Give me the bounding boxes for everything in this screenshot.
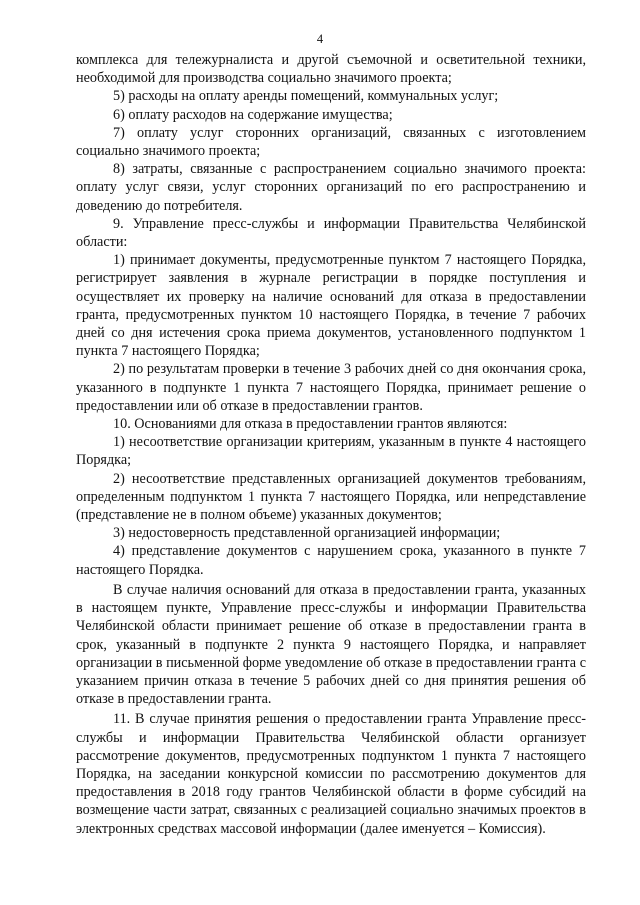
- paragraph-item-7-third-party: 7) оплату услуг сторонних организаций, связанных с изготовлением социально значимого проекта;: [76, 124, 586, 160]
- paragraph-clause-10: 10. Основаниями для отказа в предоставлении грантов являются:: [113, 416, 508, 433]
- document-body: [76, 51, 586, 838]
- paragraph-clause-10-item-1: 1) несоответствие организации критериям, указанным в пункте 4 настоящего Порядка;: [76, 434, 586, 469]
- paragraph-clause-10-item-3: 3) недостоверность представленной организацией информации;: [113, 525, 501, 542]
- paragraph-clause-10-item-2: 2) несоответствие представленных организацией документов требованиям, определенным подпунктом 1 пункта 7 настоящего Порядка, или непредставление (представление не в полном объеме) указанных документов;: [76, 470, 586, 524]
- paragraph-item-8-distribution: 8) затраты, связанные с распространением социально значимого проекта: оплату услуг связи, услуг сторонних организаций по его распространению и доведению до потребителя.: [76, 161, 586, 214]
- paragraph-clause-11: 11. В случае принятия решения о предоставлении гранта Управление пресс-службы и информации Правительства Челябинской области организует рассмотрение документов, предусмотренных подпунктом 1 пункта 7 настоящего Порядка, на заседании конкурсной комиссии по рассмотрению документов для предоставления в 2018 году грантов Челябинской области в форме субсидий на возмещение части затрат, связанных с реализацией социально значимых проектов в электронных средствах массовой информации (далее именуется – Комиссия).: [76, 711, 586, 837]
- paragraph-clause-9-item-1: 1) принимает документы, предусмотренные пунктом 7 настоящего Порядка, регистрирует заявления в журнале регистрации в порядке поступления и осуществляет их проверку на наличие оснований для отказа в предоставлении гранта, предусмотренных пунктом 10 настоящего Порядка, в течение 7 рабочих дней со дня истечения срока приема документов, установленного подпунктом 1 пункта 7 настоящего Порядка;: [76, 252, 586, 360]
- paragraph-refusal-procedure: В случае наличия оснований для отказа в предоставлении гранта, указанных в настоящем пункте, Управление пресс-службы и информации Правительства Челябинской области принимает решение об отказе в предоставлении гранта в срок, указанный в подпункте 2 пункта 9 настоящего Порядка, и направляет организации в письменной форме уведомление об отказе в предоставлении гранта с указанием причин отказа в течение 5 рабочих дней со дня принятия решения об отказе в предоставлении гранта.: [76, 581, 586, 708]
- paragraph-clause-10-item-4: 4) представление документов с нарушением срока, указанного в пункте 7 настоящего Порядка.: [76, 543, 586, 578]
- paragraph-equipment-continuation: комплекса для тележурналиста и другой съемочной и осветительной техники, необходимой для производства социально значимого проекта;: [76, 52, 586, 87]
- paragraph-clause-9-item-2: 2) по результатам проверки в течение 3 рабочих дней со дня окончания срока, указанного в подпункте 1 пункта 7 настоящего Порядка, принимает решение о предоставлении или об отказе в предоставлении грантов.: [76, 361, 586, 414]
- paragraph-item-5-rent: 5) расходы на оплату аренды помещений, коммунальных услуг;: [113, 88, 499, 105]
- paragraph-item-6-property: 6) оплату расходов на содержание имущества;: [113, 106, 393, 123]
- paragraph-clause-9: 9. Управление пресс-службы и информации Правительства Челябинской области:: [76, 215, 586, 251]
- page-number: 4: [316, 32, 324, 46]
